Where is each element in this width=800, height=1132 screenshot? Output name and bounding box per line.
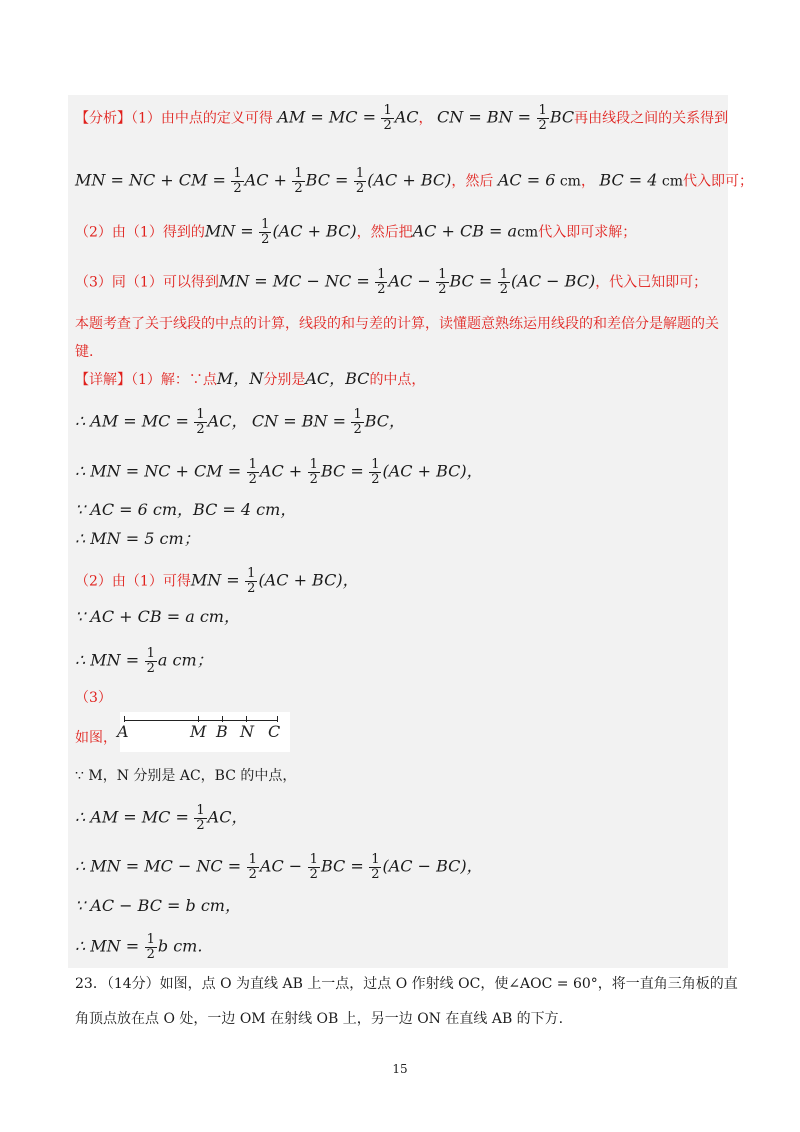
text: 代入即可求解； [538, 224, 637, 241]
math: (AC + BC) [367, 170, 452, 190]
detail-line-6 [75, 567, 359, 596]
fraction-half [245, 567, 257, 596]
detail-line-8 [75, 647, 213, 676]
detail-line-12 [75, 804, 247, 833]
point-c-label: C [268, 722, 281, 741]
detail-line-13 [75, 853, 483, 882]
numerator: 1 [248, 457, 257, 472]
numerator: 1 [261, 217, 270, 232]
segment-figure [117, 712, 290, 752]
detail-line-11: ∵ M，N 分别是 AC，BC 的中点， [75, 768, 297, 784]
math: CN = BN = [437, 107, 532, 127]
math: AC − [259, 856, 303, 876]
numerator: 1 [371, 457, 380, 472]
numerator: 1 [309, 457, 318, 472]
analysis-line-3 [75, 218, 636, 247]
page-number: 15 [392, 1062, 408, 1076]
denominator: 2 [499, 282, 509, 297]
detail-line-10: 如图， [75, 730, 117, 746]
math: BC [549, 107, 575, 127]
numerator: 1 [196, 803, 205, 818]
numerator: 1 [309, 852, 318, 867]
math: ，BC [329, 369, 370, 388]
text: （3）同（1）可以得到 [75, 274, 219, 291]
unit: cm [517, 224, 539, 241]
denominator: 2 [377, 282, 386, 297]
text: 的中点， [369, 372, 426, 388]
denominator: 2 [371, 472, 380, 487]
fraction-half [259, 218, 271, 247]
text: （1）解：∵点 [131, 372, 217, 388]
numerator: 1 [538, 103, 547, 118]
math: BC = [449, 271, 493, 291]
numerator: 1 [146, 932, 155, 947]
analysis-summary-1: 本题考查了关于线段的中点的计算，线段的和与差的计算，读懂题意熟练运用线段的和差倍分是解题的关 [75, 316, 719, 332]
denominator: 2 [261, 232, 270, 247]
numerator: 1 [146, 646, 155, 661]
math: BC = 4 [599, 170, 658, 190]
math: MN = MC − NC = [218, 271, 370, 291]
math: MN = [190, 570, 240, 590]
math: AC = 6 [497, 170, 556, 190]
text: 分别是 [263, 372, 306, 388]
math: (AC + BC)， [382, 461, 483, 481]
denominator: 2 [248, 472, 257, 487]
math: ∴ MN = NC + CM = [75, 461, 242, 481]
numerator: 1 [438, 267, 447, 282]
math: ∴ MN = MC − NC = [75, 856, 242, 876]
text: 代入即可； [683, 173, 754, 190]
point-n-label: N [240, 722, 254, 741]
unit: cm [559, 173, 581, 190]
math: AC − [388, 271, 431, 291]
math: a cm； [157, 650, 213, 670]
detail-line-7: ∵ AC + CB = a cm， [75, 607, 240, 626]
math: BC = [320, 461, 364, 481]
analysis-line-2: MN = NC + CM = $\frac{1}{2}$ AC + $\frac{1}{2}$ BC = $\frac{1}{2}$ (AC + BC)，然后 AC = 6 cm， BC = 4 cm代入即可； [75, 166, 754, 196]
denominator: 2 [438, 282, 447, 297]
math: CN = BN = [251, 411, 346, 431]
point-m-label: M [190, 722, 207, 741]
math: ∴ MN = [75, 650, 140, 670]
fraction-half [436, 268, 448, 297]
math: ∴ AM = MC = [75, 411, 189, 431]
detail-line-3 [75, 458, 483, 487]
denominator: 2 [248, 867, 257, 882]
math: AC [394, 107, 419, 127]
math: b cm. [157, 936, 203, 956]
detail-line-2 [75, 408, 405, 437]
denominator: 2 [233, 181, 242, 196]
fraction-half [145, 647, 157, 676]
math: BC = [305, 170, 349, 190]
denominator: 2 [146, 661, 155, 676]
math: ，N [233, 369, 264, 388]
detail-tag: 【详解】 [75, 372, 131, 388]
text: （1）由中点的定义可得 [131, 110, 273, 127]
fraction-half [375, 268, 387, 297]
denominator: 2 [538, 118, 547, 133]
math: (AC − BC)， [382, 856, 483, 876]
text: ，然后 [451, 173, 494, 190]
math: AC + [259, 461, 303, 481]
fraction-half [354, 167, 366, 196]
numerator: 1 [355, 166, 365, 181]
numerator: 1 [248, 852, 257, 867]
analysis-line-4 [75, 268, 707, 297]
math: (AC − BC) [511, 271, 596, 291]
denominator: 2 [353, 422, 362, 437]
detail-line-4: ∵ AC = 6 cm，BC = 4 cm， [75, 500, 297, 519]
math: AC + CB = a [412, 221, 518, 241]
detail-line-14: ∵ AC − BC = b cm， [75, 896, 241, 915]
text: ， [418, 110, 433, 127]
denominator: 2 [383, 118, 392, 133]
numerator: 1 [233, 166, 242, 181]
numerator: 1 [353, 407, 362, 422]
numerator: 1 [383, 103, 392, 118]
fraction-half [369, 458, 381, 487]
math: MN = [204, 221, 254, 241]
fraction-half [369, 853, 381, 882]
math: BC， [364, 411, 406, 431]
detail-line-5: ∴ MN = 5 cm； [75, 529, 200, 548]
math: (AC + BC)， [258, 570, 359, 590]
fraction-half [537, 104, 549, 133]
fraction-half [247, 853, 259, 882]
analysis-summary-2: 键. [75, 344, 94, 360]
math: ∴ AM = MC = [75, 807, 189, 827]
denominator: 2 [196, 422, 205, 437]
point-b-label: B [216, 722, 228, 741]
detail-line-15 [75, 933, 202, 962]
fraction-half [145, 933, 157, 962]
unit: cm [661, 173, 684, 190]
fraction-half [308, 853, 320, 882]
math: AC + [244, 170, 287, 190]
math: AC， [207, 411, 248, 431]
denominator: 2 [371, 867, 380, 882]
math: M [216, 369, 234, 388]
text: 再由线段之间的关系得到 [574, 110, 729, 127]
fraction-half [194, 804, 206, 833]
text: （2）由（1）可得 [75, 573, 191, 590]
math: AC， [207, 807, 248, 827]
math: BC = [320, 856, 364, 876]
numerator: 1 [196, 407, 205, 422]
fraction-half [194, 408, 206, 437]
text: ，然后把 [356, 224, 413, 241]
math: AM = MC = [277, 107, 377, 127]
math: AC [305, 369, 330, 388]
denominator: 2 [294, 181, 303, 196]
text: ，代入已知即可； [595, 274, 708, 291]
analysis-tag: 【分析】 [75, 110, 131, 127]
math: MN = NC + CM = [75, 170, 226, 190]
detail-line-9: （3） [75, 690, 112, 706]
fraction-half [308, 458, 320, 487]
fraction-half [351, 408, 363, 437]
text: （2）由（1）得到的 [75, 224, 205, 241]
analysis-line-1 [75, 104, 728, 133]
segment-line [124, 720, 278, 721]
denominator: 2 [247, 581, 256, 596]
denominator: 2 [309, 472, 318, 487]
numerator: 1 [247, 566, 256, 581]
numerator: 1 [371, 852, 380, 867]
detail-line-1 [75, 369, 425, 390]
numerator: 1 [499, 267, 509, 282]
numerator: 1 [377, 267, 386, 282]
numerator: 1 [294, 166, 303, 181]
fraction-half [381, 104, 393, 133]
point-a-label: A [117, 722, 129, 741]
denominator: 2 [309, 867, 318, 882]
math: ∴ MN = [75, 936, 140, 956]
math: (AC + BC) [272, 221, 357, 241]
fraction-half [247, 458, 259, 487]
question-line-1: 23．（14分）如图，点 O 为直线 AB 上一点，过点 O 作射线 OC，使∠AOC = 60°，将一直角三角板的直 [75, 976, 738, 992]
denominator: 2 [146, 947, 155, 962]
fraction-half [231, 167, 243, 196]
fraction-half [498, 268, 510, 297]
denominator: 2 [355, 181, 365, 196]
denominator: 2 [196, 818, 205, 833]
question-line-2: 角顶点放在点 O 处，一边 OM 在射线 OB 上，另一边 ON 在直线 AB 的下方. [75, 1011, 564, 1027]
fraction-half [292, 167, 304, 196]
